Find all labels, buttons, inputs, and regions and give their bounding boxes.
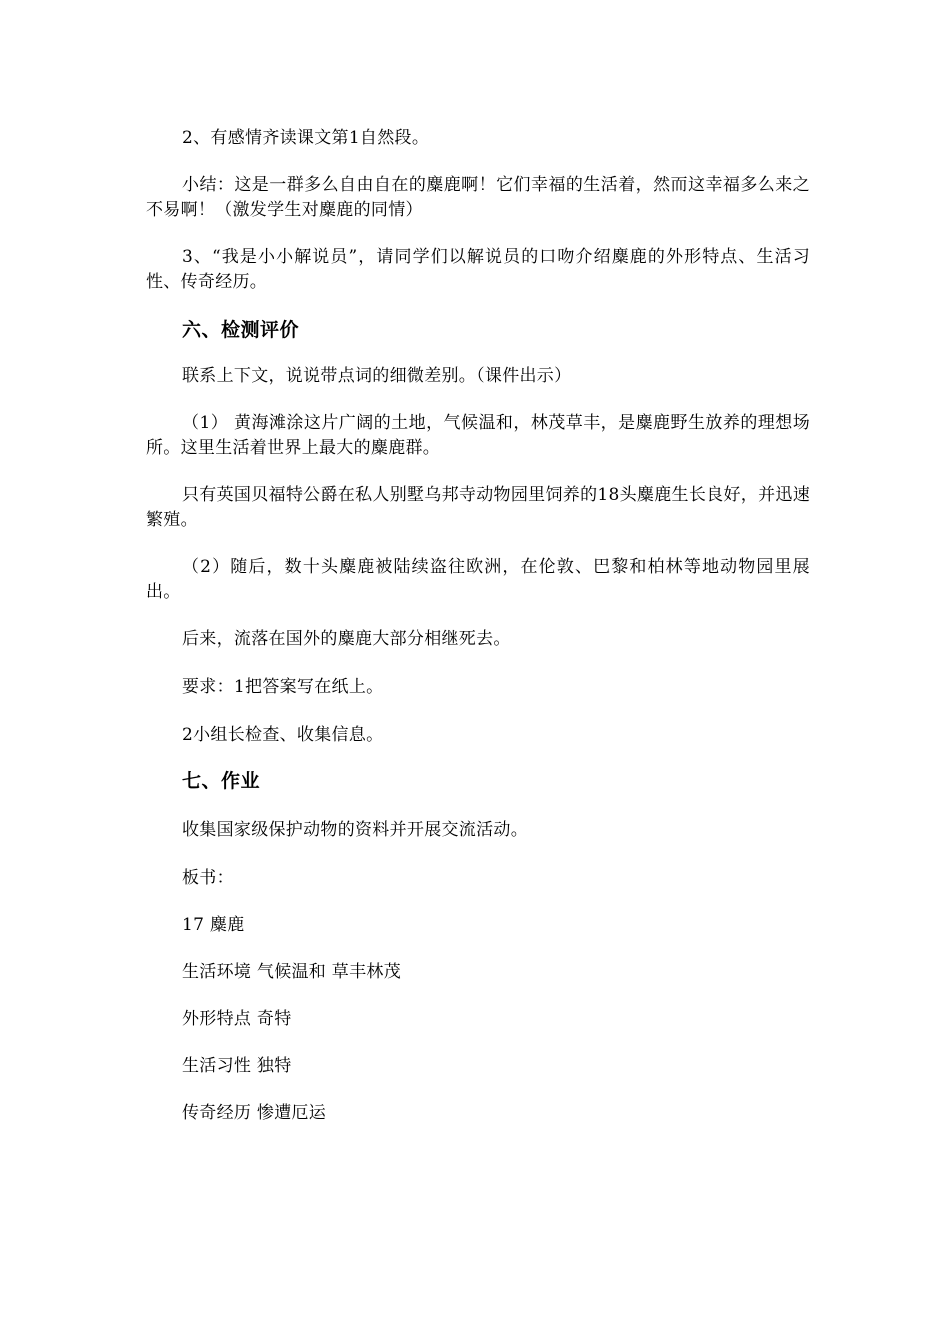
paragraph-question-2b: 后来，流落在国外的麋鹿大部分相继死去。: [182, 629, 511, 649]
board-line-environment: 生活环境 气候温和 草丰林茂: [182, 962, 402, 982]
board-line-habits: 生活习性 独特: [182, 1056, 292, 1076]
paragraph-question-2a: （2）随后，数十头麋鹿被陆续盗往欧洲，在伦敦、巴黎和柏林等地动物园里展出。: [146, 557, 810, 602]
paragraph-board-label: 板书：: [182, 868, 234, 888]
board-line-appearance: 外形特点 奇特: [182, 1009, 292, 1029]
paragraph-homework: 收集国家级保护动物的资料并开展交流活动。: [182, 820, 528, 840]
paragraph-evaluation-intro: 联系上下文，说说带点词的细微差别。（课件出示）: [182, 366, 572, 386]
board-title: 17 麋鹿: [182, 915, 245, 935]
paragraph-question-1b: 只有英国贝福特公爵在私人别墅乌邦寺动物园里饲养的18头麋鹿生长良好，并迅速繁殖。: [146, 485, 810, 530]
paragraph-requirement-2: 2小组长检查、收集信息。: [182, 725, 384, 745]
heading-homework: 七、作业: [182, 770, 261, 792]
paragraph-summary: 小结：这是一群多么自由自在的麋鹿啊！它们幸福的生活着，然而这幸福多么来之不易啊！（激发学生对麋鹿的同情）: [146, 175, 810, 220]
heading-evaluation: 六、检测评价: [182, 319, 300, 341]
paragraph-reading-item: 2、有感情齐读课文第1自然段。: [182, 128, 430, 148]
paragraph-requirement-1: 要求：1把答案写在纸上。: [182, 677, 384, 697]
board-line-history: 传奇经历 惨遭厄运: [182, 1103, 327, 1123]
paragraph-question-1a: （1） 黄海滩涂这片广阔的土地，气候温和，林茂草丰，是麋鹿野生放养的理想场所。这里生活着世界上最大的麋鹿群。: [146, 413, 810, 458]
paragraph-narrator-task: 3、“我是小小解说员”，请同学们以解说员的口吻介绍麋鹿的外形特点、生活习性、传奇经历。: [146, 247, 810, 292]
